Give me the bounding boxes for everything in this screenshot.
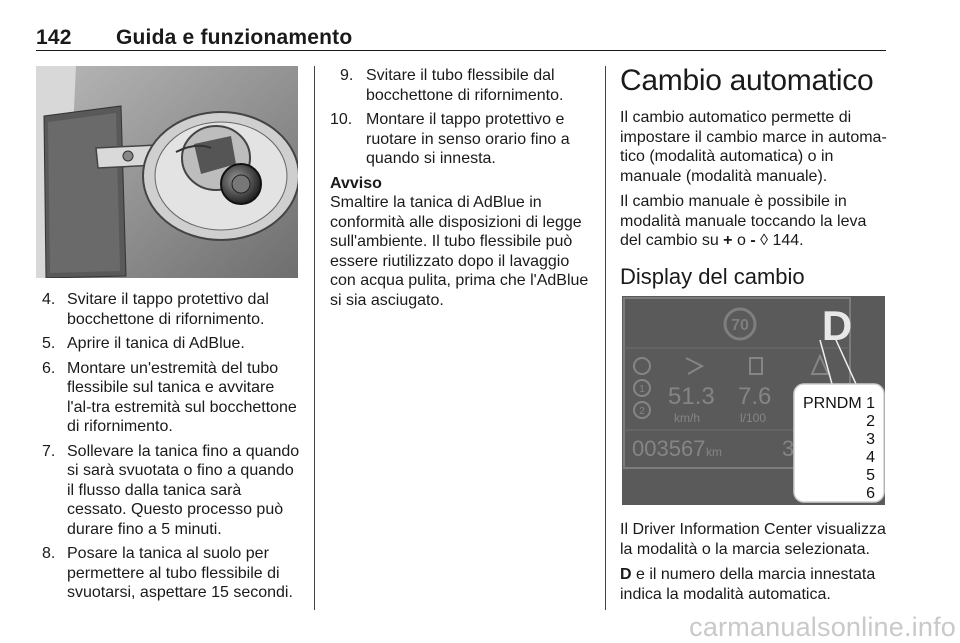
step-item: 8. Posare la tanica al suolo per permettere al tubo flessibile di svuotarsi, aspettare 15 secondi. — [42, 545, 293, 601]
svg-text:5: 5 — [866, 467, 875, 484]
speed-limit-value: 70 — [731, 317, 749, 334]
svg-text:3: 3 — [866, 431, 875, 448]
consumption-value: 7.6 — [738, 383, 772, 410]
minus-symbol: - — [750, 232, 756, 249]
gear-indicator: D — [821, 302, 853, 349]
intro-paragraph: Il cambio automatico permette di impostare il cambio marce in automa-tico (modalità automatica) o in manuale (modalità manuale). — [620, 109, 887, 185]
subheading: Display del cambio — [620, 263, 805, 289]
plus-symbol: + — [723, 232, 733, 249]
step-item: 9. Svitare il tubo flessibile dal bocchettone di rifornimento. — [340, 67, 564, 104]
consumption-unit: l/100 — [740, 411, 767, 425]
dic-paragraph: Il Driver Information Center visualizza la modalità o la marcia selezionata. — [620, 521, 886, 558]
page-number: 142 — [36, 26, 72, 49]
step-item: 7. Sollevare la tanica fino a quando si sarà svuotata o fino a quando il flusso dalla tanica sarà cessato. Questo processo può durare fino a 5 minuti. — [42, 442, 300, 538]
steps-list-col2 — [330, 66, 598, 169]
speed-unit: km/h — [674, 411, 701, 425]
svg-text:1: 1 — [639, 384, 645, 395]
svg-text:2: 2 — [639, 406, 645, 417]
watermark: carmanualsonline.info — [689, 612, 956, 642]
speed-value: 51.3 — [668, 383, 715, 410]
svg-text:4: 4 — [866, 449, 875, 466]
note-text: Smaltire la tanica di AdBlue in conformità alle disposizioni di legge sull'ambiente. Il tubo flessibile può essere riutilizzato dopo il lavaggio con acqua pulita, prima che l'AdBlue si sia asciugato. — [330, 194, 589, 309]
page-header — [36, 26, 352, 50]
column-2 — [330, 66, 598, 310]
manual-mode-paragraph: Il cambio manuale è possibile in modalità manuale toccando la leva del cambio su + o - ◊ 144. — [620, 193, 867, 249]
gear-popup-header: PRNDM 1 — [802, 395, 875, 412]
svg-text:6: 6 — [866, 485, 875, 502]
svg-text:2: 2 — [866, 413, 875, 430]
adblue-filler-photo — [36, 66, 298, 278]
column-divider-1 — [314, 66, 315, 610]
column-divider-2 — [605, 66, 606, 610]
header-divider — [36, 50, 886, 51]
step-item: 5. Aprire il tanica di AdBlue. — [42, 335, 245, 352]
steps-list-col1 — [42, 290, 302, 608]
gear-display-illustration — [622, 296, 885, 505]
reference-arrow-icon: ◊ — [760, 232, 768, 249]
step-item: 10. Montare il tappo protettivo e ruotare in senso orario fino a quando si innesta. — [330, 111, 570, 167]
step-item: 6. Montare un'estremità del tubo flessibile sul tanica e avvitare l'al-tra estremità sul bocchettone di rifornimento. — [42, 359, 297, 435]
section-title: Guida e funzionamento — [116, 26, 353, 49]
auto-mode-paragraph: D e il numero della marcia innestata indica la modalità automatica. — [620, 566, 876, 603]
odometer-extra: 3 — [782, 436, 795, 461]
odometer-unit: km — [706, 445, 722, 459]
column-3 — [620, 64, 890, 290]
column-3-bottom — [620, 520, 890, 610]
section-heading: Cambio automatico — [620, 64, 874, 97]
note-title: Avviso — [330, 174, 382, 192]
odometer-value: 003567 — [632, 436, 706, 461]
step-item: 4. Svitare il tappo protettivo dal bocchettone di rifornimento. — [42, 291, 269, 328]
